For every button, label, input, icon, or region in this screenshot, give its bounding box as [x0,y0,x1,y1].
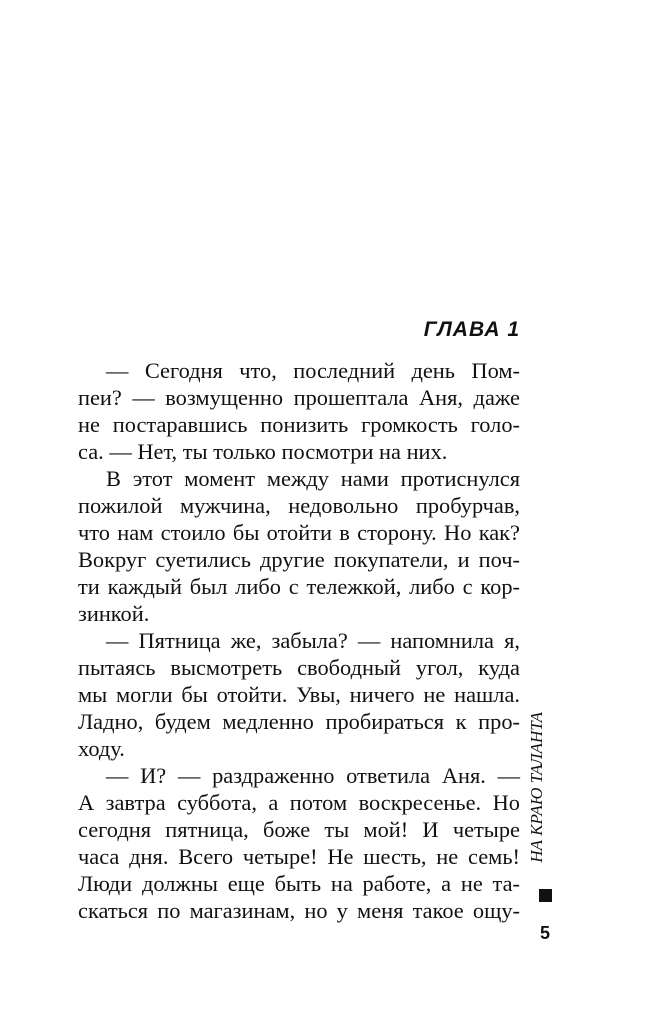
text-line: ходу. [78,736,125,761]
text-line: Ладно, будем медленно пробираться к про- [78,709,520,734]
text-line: скаться по магазинам, но у меня такое ощу- [78,898,520,923]
text-line: — Сегодня что, последний день Пом- [106,358,520,383]
text-line: что нам стоило бы отойти в сторону. Но как? [78,520,520,545]
text-line: сегодня пятница, боже ты мой! И четыре [78,817,520,842]
text-line: Вокруг суетились другие покупатели, и поч- [78,547,520,572]
page-number: 5 [539,923,550,943]
text-line: часа дня. Всего четыре! Не шесть, не семь! [78,844,520,869]
text-line: зинкой. [78,601,150,626]
text-line: А завтра суббота, а потом воскресенье. Но [78,790,520,815]
text-line: — Пятница же, забыла? — напомнила я, [106,628,520,653]
running-head-marker [539,889,552,902]
text-line: пожилой мужчина, недовольно пробурчав, [78,493,520,518]
text-line: В этот момент между нами протиснулся [106,466,520,491]
chapter-title: ГЛАВА 1 [423,318,520,341]
text-line: пеи? — возмущенно прошептала Аня, даже [78,385,520,410]
text-line: ти каждый был либо с тележкой, либо с кор- [78,574,520,599]
text-line: — И? — раздраженно ответила Аня. — [106,763,520,788]
text-line: не постаравшись понизить громкость голо- [78,412,520,437]
text-line: Люди должны еще быть на работе, а не та- [78,871,520,896]
text-line: са. — Нет, ты только посмотри на них. [78,439,448,464]
running-head: НА КРАЮ ТАЛАНТА [527,712,546,863]
text-line: мы могли бы отойти. Увы, ничего не нашла. [78,682,520,707]
text-line: пытаясь высмотреть свободный угол, куда [78,655,520,680]
